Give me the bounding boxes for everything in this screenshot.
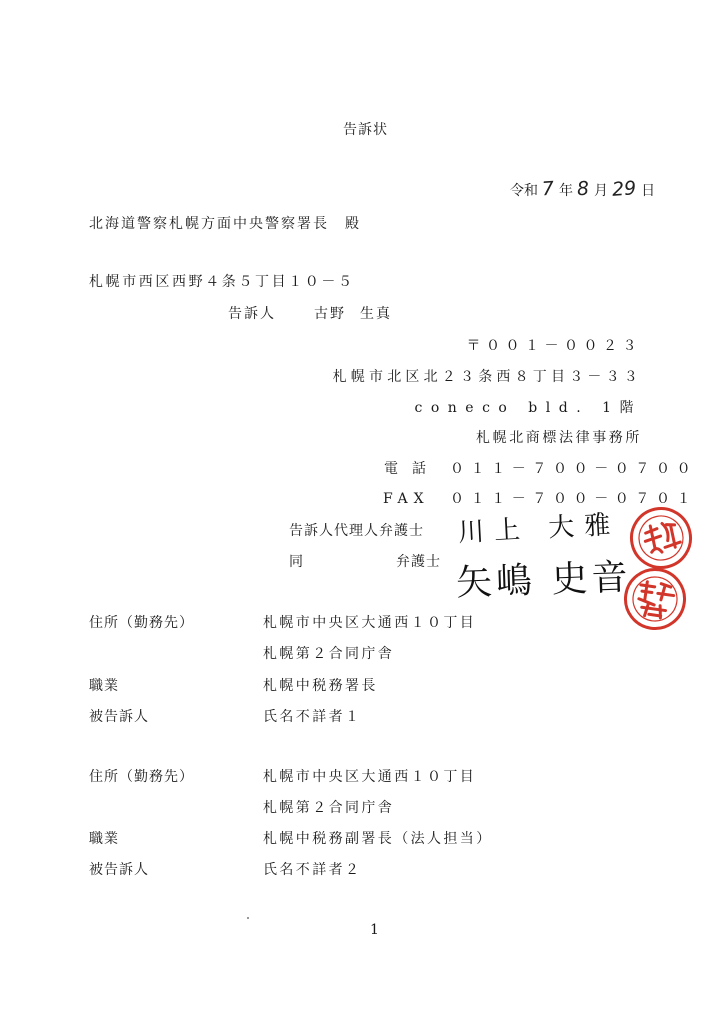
page-number: 1 — [370, 922, 379, 938]
complainant-given-name: 生真 — [360, 306, 392, 322]
accused-1-address-line2: 札幌第２合同庁舎 — [263, 646, 395, 662]
agent-2-signature: 矢嶋 史音 — [455, 556, 633, 605]
accused-1-name-label: 被告訴人 — [89, 709, 149, 725]
fax-label: FAX — [383, 491, 430, 507]
accused-2-name-label: 被告訴人 — [89, 862, 149, 878]
agent-address: 札幌市北区北２３条西８丁目３－３３ — [332, 369, 642, 385]
date-month-unit: 月 — [594, 183, 608, 199]
document-date — [510, 178, 655, 204]
agent-2-label-same: 同 — [289, 554, 303, 570]
date-day-unit: 日 — [641, 183, 656, 199]
accused-2-occupation-label: 職業 — [89, 831, 119, 847]
seal-stamp-2 — [620, 564, 690, 634]
fax-number: ０１１－７００－０７０１ — [450, 491, 698, 507]
accused-2-occupation: 札幌中税務副署長（法人担当） — [263, 831, 493, 847]
accused-2-address-line1: 札幌市中央区大通西１０丁目 — [263, 769, 477, 785]
complainant-role-label: 告訴人 — [228, 306, 276, 322]
addressee: 北海道警察札幌方面中央警察署長 殿 — [89, 216, 361, 232]
accused-2-name: 氏名不詳者２ — [263, 862, 362, 878]
date-era: 令和 — [510, 183, 538, 199]
seal-glyph-1 — [628, 505, 694, 571]
date-day: 29 — [611, 177, 638, 201]
tel-number: ０１１－７００－０７００ — [450, 461, 698, 477]
accused-1-name: 氏名不詳者１ — [263, 709, 362, 725]
complainant-name-line — [228, 305, 392, 323]
agent-1-signature: 川上 大雅 — [457, 509, 622, 549]
accused-2-address-label: 住所（勤務先） — [89, 769, 194, 785]
document-title: 告訴状 — [343, 122, 388, 138]
agent-postal-code: 〒００１－００２３ — [466, 338, 642, 354]
seal-glyph-2 — [623, 567, 686, 630]
scan-speck — [247, 917, 249, 919]
agent-building: coneco bld. 1階 — [414, 400, 642, 416]
complainant-address: 札幌市西区西野４条５丁目１０－５ — [89, 274, 355, 290]
agent-firm-name: 札幌北商標法律事務所 — [476, 430, 642, 446]
accused-1-occupation: 札幌中税務署長 — [263, 678, 378, 694]
accused-2-address-line2: 札幌第２合同庁舎 — [263, 800, 395, 816]
agent-1-label: 告訴人代理人弁護士 — [289, 523, 424, 539]
seal-stamp-1 — [624, 501, 698, 575]
agent-2-label-lawyer: 弁護士 — [396, 554, 441, 570]
date-year-unit: 年 — [559, 183, 573, 199]
accused-1-address-line1: 札幌市中央区大通西１０丁目 — [263, 615, 477, 631]
date-year: 7 — [541, 177, 556, 201]
date-month: 8 — [576, 177, 591, 201]
tel-label: 電話 — [384, 461, 440, 477]
accused-1-occupation-label: 職業 — [89, 678, 119, 694]
accused-1-address-label: 住所（勤務先） — [89, 615, 194, 631]
complainant-surname: 古野 — [314, 306, 346, 322]
